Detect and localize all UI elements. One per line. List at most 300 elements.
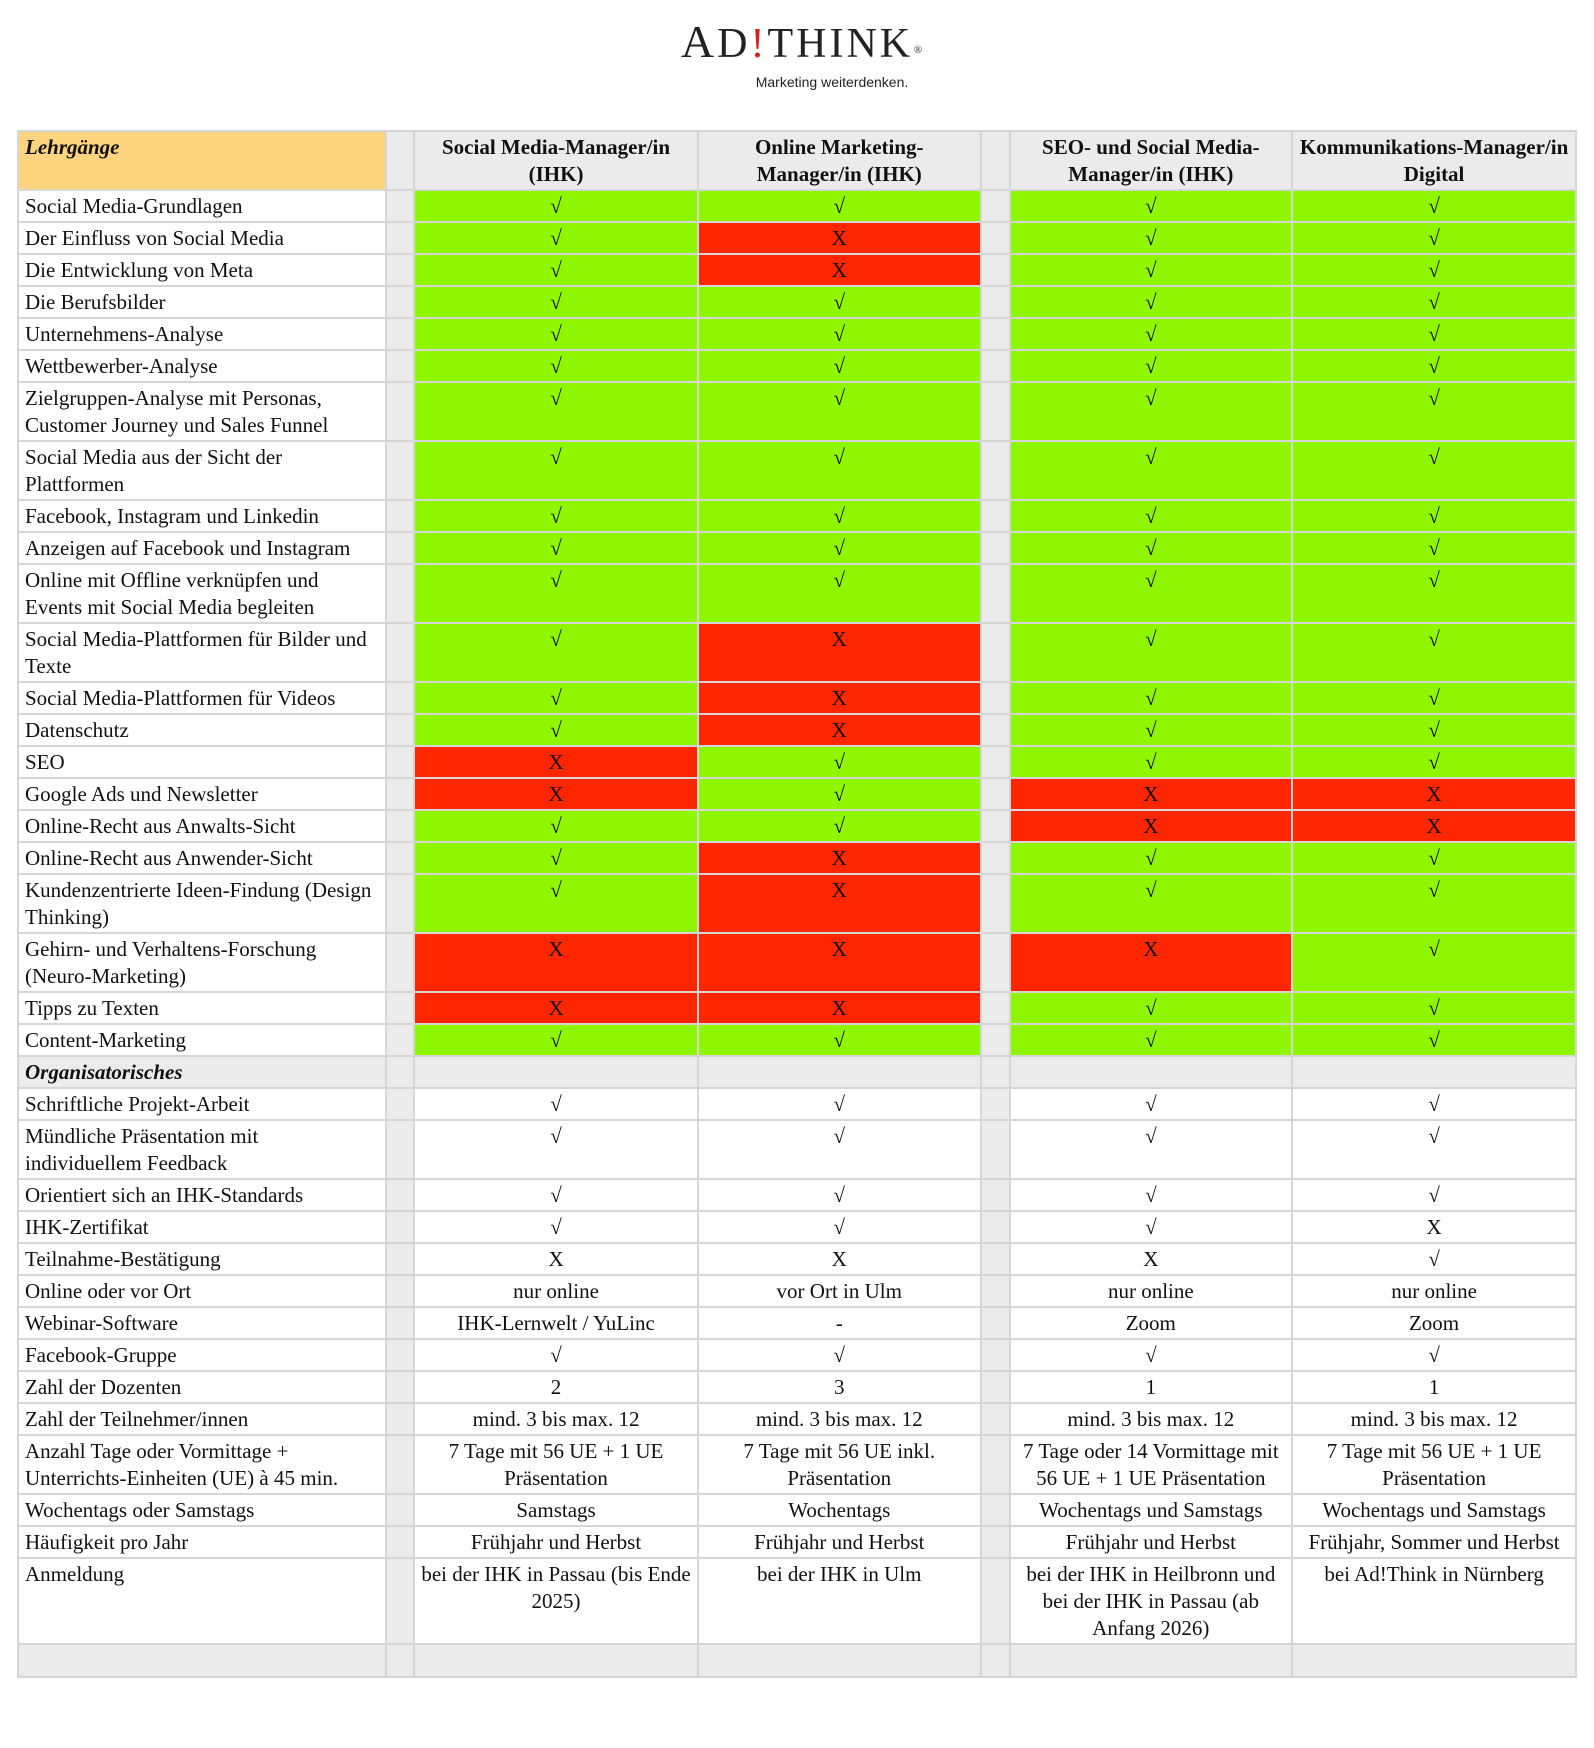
status-cross: X: [414, 1243, 698, 1275]
value-cell: Wochentags und Samstags: [1292, 1494, 1576, 1526]
status-check: √: [698, 564, 981, 623]
column-header-social-media-manager: Social Media-Manager/in (IHK): [414, 131, 698, 190]
spacer-cell: [981, 746, 1010, 778]
footer-empty-cell: [414, 1644, 698, 1677]
status-check: √: [414, 350, 698, 382]
status-check: √: [1292, 500, 1576, 532]
spacer-cell: [981, 131, 1010, 190]
row-label: Online oder vor Ort: [18, 1275, 386, 1307]
status-check: √: [698, 318, 981, 350]
status-check: √: [698, 350, 981, 382]
status-check: √: [1010, 382, 1293, 441]
spacer-cell: [981, 810, 1010, 842]
organisation-row: [18, 1307, 1576, 1339]
spacer-cell: [981, 933, 1010, 992]
status-check: √: [414, 874, 698, 933]
spacer-cell: [386, 190, 414, 222]
spacer-cell: [386, 564, 414, 623]
section-title: Organisatorisches: [18, 1056, 386, 1088]
status-check: √: [1292, 1024, 1576, 1056]
topic-row: [18, 682, 1576, 714]
organisation-row: [18, 1088, 1576, 1120]
status-check: √: [1010, 318, 1293, 350]
logo-tagline: Marketing weiterdenken.: [755, 74, 909, 90]
status-check: √: [1010, 623, 1293, 682]
status-check: √: [698, 1024, 981, 1056]
topic-row: [18, 532, 1576, 564]
status-check: √: [414, 222, 698, 254]
value-cell: Wochentags: [698, 1494, 981, 1526]
status-cross: X: [698, 874, 981, 933]
topic-row: [18, 1024, 1576, 1056]
column-header-online-marketing-manager: Online Marketing-Manager/in (IHK): [698, 131, 981, 190]
brand-logo: [0, 18, 1594, 90]
spacer-cell: [386, 1371, 414, 1403]
status-check: √: [414, 532, 698, 564]
row-label: Wettbewerber-Analyse: [18, 350, 386, 382]
value-cell: Zoom: [1010, 1307, 1293, 1339]
spacer-cell: [981, 682, 1010, 714]
organisation-row: [18, 1120, 1576, 1179]
status-check: √: [1010, 1088, 1293, 1120]
row-label: Facebook, Instagram und Linkedin: [18, 500, 386, 532]
row-label: Social Media aus der Sicht der Plattformen: [18, 441, 386, 500]
section-empty-cell: [386, 1056, 414, 1088]
spacer-cell: [386, 286, 414, 318]
status-check: √: [1292, 746, 1576, 778]
row-label: Online-Recht aus Anwalts-Sicht: [18, 810, 386, 842]
status-check: √: [698, 778, 981, 810]
status-check: √: [1010, 842, 1293, 874]
status-check: √: [1010, 254, 1293, 286]
topic-row: [18, 441, 1576, 500]
organisation-row: [18, 1494, 1576, 1526]
topic-row: [18, 318, 1576, 350]
spacer-cell: [981, 1403, 1010, 1435]
organisation-row: [18, 1558, 1576, 1644]
status-check: √: [1292, 254, 1576, 286]
status-check: √: [1010, 1120, 1293, 1179]
value-cell: Frühjahr, Sommer und Herbst: [1292, 1526, 1576, 1558]
footer-empty-cell: [698, 1644, 981, 1677]
row-label: Online-Recht aus Anwender-Sicht: [18, 842, 386, 874]
spacer-cell: [981, 1120, 1010, 1179]
spacer-cell: [981, 1211, 1010, 1243]
status-check: √: [1010, 714, 1293, 746]
value-cell: vor Ort in Ulm: [698, 1275, 981, 1307]
header-row: [18, 131, 1576, 190]
spacer-cell: [386, 1179, 414, 1211]
value-cell: mind. 3 bis max. 12: [1010, 1403, 1293, 1435]
status-check: √: [414, 190, 698, 222]
status-cross: X: [698, 842, 981, 874]
status-check: √: [698, 746, 981, 778]
status-check: √: [414, 714, 698, 746]
status-check: √: [1292, 382, 1576, 441]
spacer-cell: [386, 532, 414, 564]
spacer-cell: [386, 842, 414, 874]
status-check: √: [1010, 874, 1293, 933]
spacer-cell: [981, 1435, 1010, 1494]
section-empty-cell: [981, 1056, 1010, 1088]
footer-empty-cell: [386, 1644, 414, 1677]
spacer-cell: [981, 318, 1010, 350]
spacer-cell: [386, 623, 414, 682]
status-check: √: [1010, 222, 1293, 254]
footer-empty-cell: [18, 1644, 386, 1677]
status-check: √: [414, 254, 698, 286]
spacer-cell: [386, 1558, 414, 1644]
row-label: Die Entwicklung von Meta: [18, 254, 386, 286]
spacer-cell: [386, 1024, 414, 1056]
value-cell: mind. 3 bis max. 12: [698, 1403, 981, 1435]
spacer-cell: [386, 1211, 414, 1243]
status-check: √: [414, 1088, 698, 1120]
value-cell: bei der IHK in Passau (bis Ende 2025): [414, 1558, 698, 1644]
row-label: Häufigkeit pro Jahr: [18, 1526, 386, 1558]
status-check: √: [1010, 1339, 1293, 1371]
status-check: √: [698, 382, 981, 441]
section-empty-cell: [1292, 1056, 1576, 1088]
row-label: SEO: [18, 746, 386, 778]
spacer-cell: [386, 1526, 414, 1558]
value-cell: 7 Tage oder 14 Vormittage mit 56 UE + 1 UE Präsentation: [1010, 1435, 1293, 1494]
topic-row: [18, 714, 1576, 746]
status-check: √: [698, 532, 981, 564]
value-cell: mind. 3 bis max. 12: [414, 1403, 698, 1435]
row-label: Zahl der Teilnehmer/innen: [18, 1403, 386, 1435]
status-check: √: [1292, 1339, 1576, 1371]
status-check: √: [698, 1211, 981, 1243]
topic-row: [18, 992, 1576, 1024]
value-cell: 1: [1010, 1371, 1293, 1403]
spacer-cell: [386, 318, 414, 350]
spacer-cell: [386, 1120, 414, 1179]
status-check: √: [1292, 992, 1576, 1024]
course-comparison-table: [17, 130, 1577, 1678]
spacer-cell: [386, 874, 414, 933]
status-check: √: [1010, 500, 1293, 532]
status-cross: X: [698, 254, 981, 286]
spacer-cell: [386, 131, 414, 190]
status-cross: X: [698, 1243, 981, 1275]
value-cell: 7 Tage mit 56 UE + 1 UE Präsentation: [414, 1435, 698, 1494]
status-check: √: [1292, 874, 1576, 933]
section-row-organisatorisches: [18, 1056, 1576, 1088]
row-label: Online mit Offline verknüpfen und Events mit Social Media begleiten: [18, 564, 386, 623]
value-cell: Frühjahr und Herbst: [414, 1526, 698, 1558]
status-check: √: [414, 318, 698, 350]
value-cell: mind. 3 bis max. 12: [1292, 1403, 1576, 1435]
organisation-row: [18, 1211, 1576, 1243]
organisation-row: [18, 1371, 1576, 1403]
row-label: Facebook-Gruppe: [18, 1339, 386, 1371]
value-cell: Frühjahr und Herbst: [1010, 1526, 1293, 1558]
spacer-cell: [981, 1526, 1010, 1558]
organisation-row: [18, 1275, 1576, 1307]
value-cell: IHK-Lernwelt / YuLinc: [414, 1307, 698, 1339]
status-check: √: [1292, 564, 1576, 623]
value-cell: 3: [698, 1371, 981, 1403]
spacer-cell: [386, 1088, 414, 1120]
status-check: √: [1010, 746, 1293, 778]
status-check: √: [1010, 441, 1293, 500]
spacer-cell: [981, 1024, 1010, 1056]
spacer-cell: [386, 778, 414, 810]
topic-row: [18, 842, 1576, 874]
row-label: Mündliche Präsentation mit individuellem Feedback: [18, 1120, 386, 1179]
value-cell: bei der IHK in Heilbronn und bei der IHK in Passau (ab Anfang 2026): [1010, 1558, 1293, 1644]
topic-row: [18, 778, 1576, 810]
spacer-cell: [981, 874, 1010, 933]
spacer-cell: [386, 714, 414, 746]
spacer-cell: [386, 1275, 414, 1307]
header-corner-cell: Lehrgänge: [18, 131, 386, 190]
spacer-cell: [386, 1339, 414, 1371]
organisation-row: [18, 1435, 1576, 1494]
section-empty-cell: [414, 1056, 698, 1088]
row-label: Social Media-Plattformen für Videos: [18, 682, 386, 714]
value-cell: nur online: [1292, 1275, 1576, 1307]
spacer-cell: [386, 682, 414, 714]
section-empty-cell: [698, 1056, 981, 1088]
spacer-cell: [981, 286, 1010, 318]
spacer-cell: [386, 350, 414, 382]
spacer-cell: [981, 1339, 1010, 1371]
status-check: √: [698, 1179, 981, 1211]
status-check: √: [414, 1024, 698, 1056]
status-check: √: [414, 1179, 698, 1211]
status-check: √: [414, 441, 698, 500]
topic-row: [18, 286, 1576, 318]
footer-empty-cell: [981, 1644, 1010, 1677]
spacer-cell: [981, 1371, 1010, 1403]
value-cell: 7 Tage mit 56 UE inkl. Präsentation: [698, 1435, 981, 1494]
row-label: Zahl der Dozenten: [18, 1371, 386, 1403]
spacer-cell: [981, 1558, 1010, 1644]
spacer-cell: [386, 382, 414, 441]
value-cell: Zoom: [1292, 1307, 1576, 1339]
row-label: Wochentags oder Samstags: [18, 1494, 386, 1526]
value-cell: Frühjahr und Herbst: [698, 1526, 981, 1558]
spacer-cell: [386, 254, 414, 286]
status-check: √: [414, 842, 698, 874]
status-check: √: [1292, 623, 1576, 682]
topic-row: [18, 254, 1576, 286]
topic-row: [18, 933, 1576, 992]
topic-row: [18, 500, 1576, 532]
status-check: √: [1292, 441, 1576, 500]
status-check: √: [1010, 190, 1293, 222]
status-check: √: [414, 682, 698, 714]
status-check: √: [1292, 318, 1576, 350]
value-cell: bei der IHK in Ulm: [698, 1558, 981, 1644]
spacer-cell: [981, 1275, 1010, 1307]
status-check: √: [1292, 1088, 1576, 1120]
status-check: √: [1010, 564, 1293, 623]
organisation-row: [18, 1243, 1576, 1275]
spacer-cell: [981, 190, 1010, 222]
spacer-cell: [981, 1179, 1010, 1211]
status-check: √: [414, 500, 698, 532]
row-label: Social Media-Plattformen für Bilder und Texte: [18, 623, 386, 682]
topic-row: [18, 222, 1576, 254]
spacer-cell: [981, 254, 1010, 286]
row-label: Datenschutz: [18, 714, 386, 746]
row-label: Gehirn- und Verhaltens-Forschung (Neuro-Marketing): [18, 933, 386, 992]
value-cell: Wochentags und Samstags: [1010, 1494, 1293, 1526]
row-label: Anmeldung: [18, 1558, 386, 1644]
status-check: √: [1292, 1179, 1576, 1211]
topic-row: [18, 350, 1576, 382]
organisation-row: [18, 1403, 1576, 1435]
value-cell: 2: [414, 1371, 698, 1403]
status-check: √: [698, 1339, 981, 1371]
status-check: √: [414, 623, 698, 682]
status-cross: X: [1292, 778, 1576, 810]
row-label: Kundenzentrierte Ideen-Findung (Design Thinking): [18, 874, 386, 933]
topic-row: [18, 623, 1576, 682]
status-check: √: [1010, 992, 1293, 1024]
row-label: IHK-Zertifikat: [18, 1211, 386, 1243]
spacer-cell: [386, 1494, 414, 1526]
row-label: Webinar-Software: [18, 1307, 386, 1339]
spacer-cell: [981, 623, 1010, 682]
spacer-cell: [386, 1307, 414, 1339]
column-header-seo-social-media-manager: SEO- und Social Media-Manager/in (IHK): [1010, 131, 1293, 190]
column-header-kommunikations-manager: Kommunikations-Manager/in Digital: [1292, 131, 1576, 190]
spacer-cell: [386, 1435, 414, 1494]
topic-row: [18, 874, 1576, 933]
spacer-cell: [386, 500, 414, 532]
status-cross: X: [698, 682, 981, 714]
status-check: √: [1010, 682, 1293, 714]
row-label: Social Media-Grundlagen: [18, 190, 386, 222]
value-cell: -: [698, 1307, 981, 1339]
value-cell: 1: [1292, 1371, 1576, 1403]
value-cell: Samstags: [414, 1494, 698, 1526]
spacer-cell: [981, 1307, 1010, 1339]
spacer-cell: [981, 778, 1010, 810]
status-check: √: [698, 190, 981, 222]
status-check: √: [1010, 1024, 1293, 1056]
spacer-cell: [981, 441, 1010, 500]
spacer-cell: [981, 842, 1010, 874]
status-cross: X: [698, 933, 981, 992]
status-check: √: [414, 286, 698, 318]
spacer-cell: [981, 992, 1010, 1024]
status-check: √: [1292, 682, 1576, 714]
value-cell: 7 Tage mit 56 UE + 1 UE Präsentation: [1292, 1435, 1576, 1494]
status-cross: X: [1010, 778, 1293, 810]
spacer-cell: [981, 382, 1010, 441]
row-label: Teilnahme-Bestätigung: [18, 1243, 386, 1275]
row-label: Anzahl Tage oder Vormittage + Unterrichts-Einheiten (UE) à 45 min.: [18, 1435, 386, 1494]
status-check: √: [1010, 1211, 1293, 1243]
status-cross: X: [1010, 810, 1293, 842]
spacer-cell: [981, 1088, 1010, 1120]
status-cross: X: [414, 992, 698, 1024]
status-check: √: [414, 810, 698, 842]
status-cross: X: [1292, 810, 1576, 842]
spacer-cell: [386, 441, 414, 500]
status-check: √: [1292, 222, 1576, 254]
status-check: √: [698, 810, 981, 842]
spacer-cell: [386, 933, 414, 992]
row-label: Zielgruppen-Analyse mit Personas, Customer Journey und Sales Funnel: [18, 382, 386, 441]
status-check: √: [698, 1120, 981, 1179]
status-check: √: [1292, 714, 1576, 746]
row-label: Content-Marketing: [18, 1024, 386, 1056]
value-cell: nur online: [414, 1275, 698, 1307]
status-cross: X: [414, 933, 698, 992]
row-label: Schriftliche Projekt-Arbeit: [18, 1088, 386, 1120]
spacer-cell: [981, 532, 1010, 564]
topic-row: [18, 382, 1576, 441]
status-check: √: [1292, 933, 1576, 992]
topic-row: [18, 564, 1576, 623]
row-label: Tipps zu Texten: [18, 992, 386, 1024]
row-label: Anzeigen auf Facebook und Instagram: [18, 532, 386, 564]
status-cross: X: [414, 746, 698, 778]
organisation-row: [18, 1339, 1576, 1371]
status-check: √: [1292, 532, 1576, 564]
status-check: √: [698, 500, 981, 532]
spacer-cell: [386, 992, 414, 1024]
footer-empty-cell: [1292, 1644, 1576, 1677]
status-check: √: [1010, 350, 1293, 382]
status-check: √: [414, 1211, 698, 1243]
status-check: √: [1010, 1179, 1293, 1211]
spacer-cell: [981, 500, 1010, 532]
footer-row: [18, 1644, 1576, 1677]
status-cross: X: [1292, 1211, 1576, 1243]
organisation-row: [18, 1526, 1576, 1558]
spacer-cell: [981, 564, 1010, 623]
status-check: √: [1292, 350, 1576, 382]
status-cross: X: [1010, 933, 1293, 992]
status-check: √: [1292, 1120, 1576, 1179]
topic-row: [18, 746, 1576, 778]
organisation-row: [18, 1179, 1576, 1211]
row-label: Der Einfluss von Social Media: [18, 222, 386, 254]
status-cross: X: [414, 778, 698, 810]
status-check: √: [414, 1120, 698, 1179]
status-check: √: [1292, 1243, 1576, 1275]
spacer-cell: [386, 222, 414, 254]
status-check: √: [698, 286, 981, 318]
topic-row: [18, 810, 1576, 842]
status-check: √: [414, 564, 698, 623]
spacer-cell: [386, 810, 414, 842]
status-cross: X: [698, 714, 981, 746]
spacer-cell: [981, 350, 1010, 382]
spacer-cell: [981, 1243, 1010, 1275]
status-check: √: [1292, 286, 1576, 318]
value-cell: bei Ad!Think in Nürnberg: [1292, 1558, 1576, 1644]
status-cross: X: [1010, 1243, 1293, 1275]
status-check: √: [414, 382, 698, 441]
spacer-cell: [386, 1403, 414, 1435]
status-check: √: [1292, 842, 1576, 874]
row-label: Google Ads und Newsletter: [18, 778, 386, 810]
status-check: √: [1292, 190, 1576, 222]
status-cross: X: [698, 623, 981, 682]
spacer-cell: [981, 1494, 1010, 1526]
spacer-cell: [386, 1243, 414, 1275]
status-check: √: [698, 441, 981, 500]
footer-empty-cell: [1010, 1644, 1293, 1677]
